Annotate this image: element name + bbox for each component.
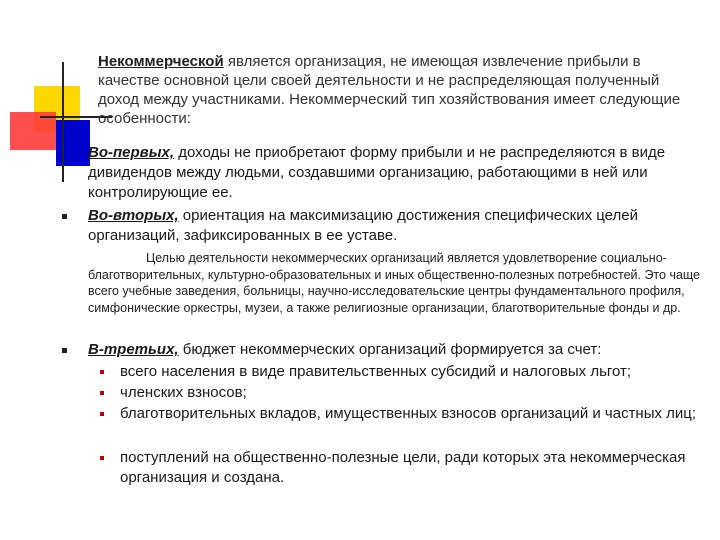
decor-vertical-line: [62, 62, 64, 182]
point-second-text: ориентация на максимизацию достижения специфических целей организаций, зафиксированных в ее уставе.: [88, 207, 638, 244]
goal-text: Целью деятельности некоммерческих организаций является удовлетворение социально-благотворительных, культурно-образовательных и иных общественно-полезных потребностей. Это чаще всего учебные заведения, больницы, научно-исследовательские центры фундаментального профиля, симфонические оркестры, музеи, а также религиозные организации, благотворительные фонды и др.: [88, 251, 700, 315]
point-first-lead: Во-первых,: [88, 144, 175, 161]
sub-bullet-icon: [100, 391, 104, 395]
bullet-icon: [62, 214, 67, 219]
sub-item: всего населения в виде правительственных субсидий и налоговых льгот;: [120, 363, 632, 380]
point-first: [88, 143, 700, 203]
intro-term: Некоммерческой: [98, 53, 224, 70]
point-second-lead: Во-вторых,: [88, 207, 179, 224]
point-third: [88, 340, 700, 360]
intro-text: является организация, не имеющая извлечение прибыли в качестве основной цели своей деятельности и не распределяющая полученный доход между участниками. Некоммерческий тип хозяйствования имеет следующие особенности:: [98, 53, 681, 127]
point-second: [88, 206, 700, 246]
point-first-text: доходы не приобретают форму прибыли и не распределяются в виде дивидендов между людьми, создавшими организацию, работающими в ней или контролирующие ее.: [88, 144, 666, 201]
point-third-text: бюджет некоммерческих организаций формируется за счет:: [178, 341, 602, 358]
intro-paragraph: [98, 52, 698, 128]
sub-item: членских взносов;: [120, 384, 247, 401]
sub-bullet-icon: [100, 412, 104, 416]
goal-paragraph: [88, 250, 700, 316]
sub-bullet-icon: [100, 456, 104, 460]
sub-item: благотворительных вкладов, имущественных взносов организаций и частных лиц;: [120, 405, 697, 422]
sub-item: поступлений на общественно-полезные цели, ради которых эта некоммерческая организация и создана.: [120, 449, 686, 486]
point-third-lead: В-третьих,: [88, 341, 179, 358]
sub-bullet-icon: [100, 370, 104, 374]
bullet-icon: [62, 348, 67, 353]
